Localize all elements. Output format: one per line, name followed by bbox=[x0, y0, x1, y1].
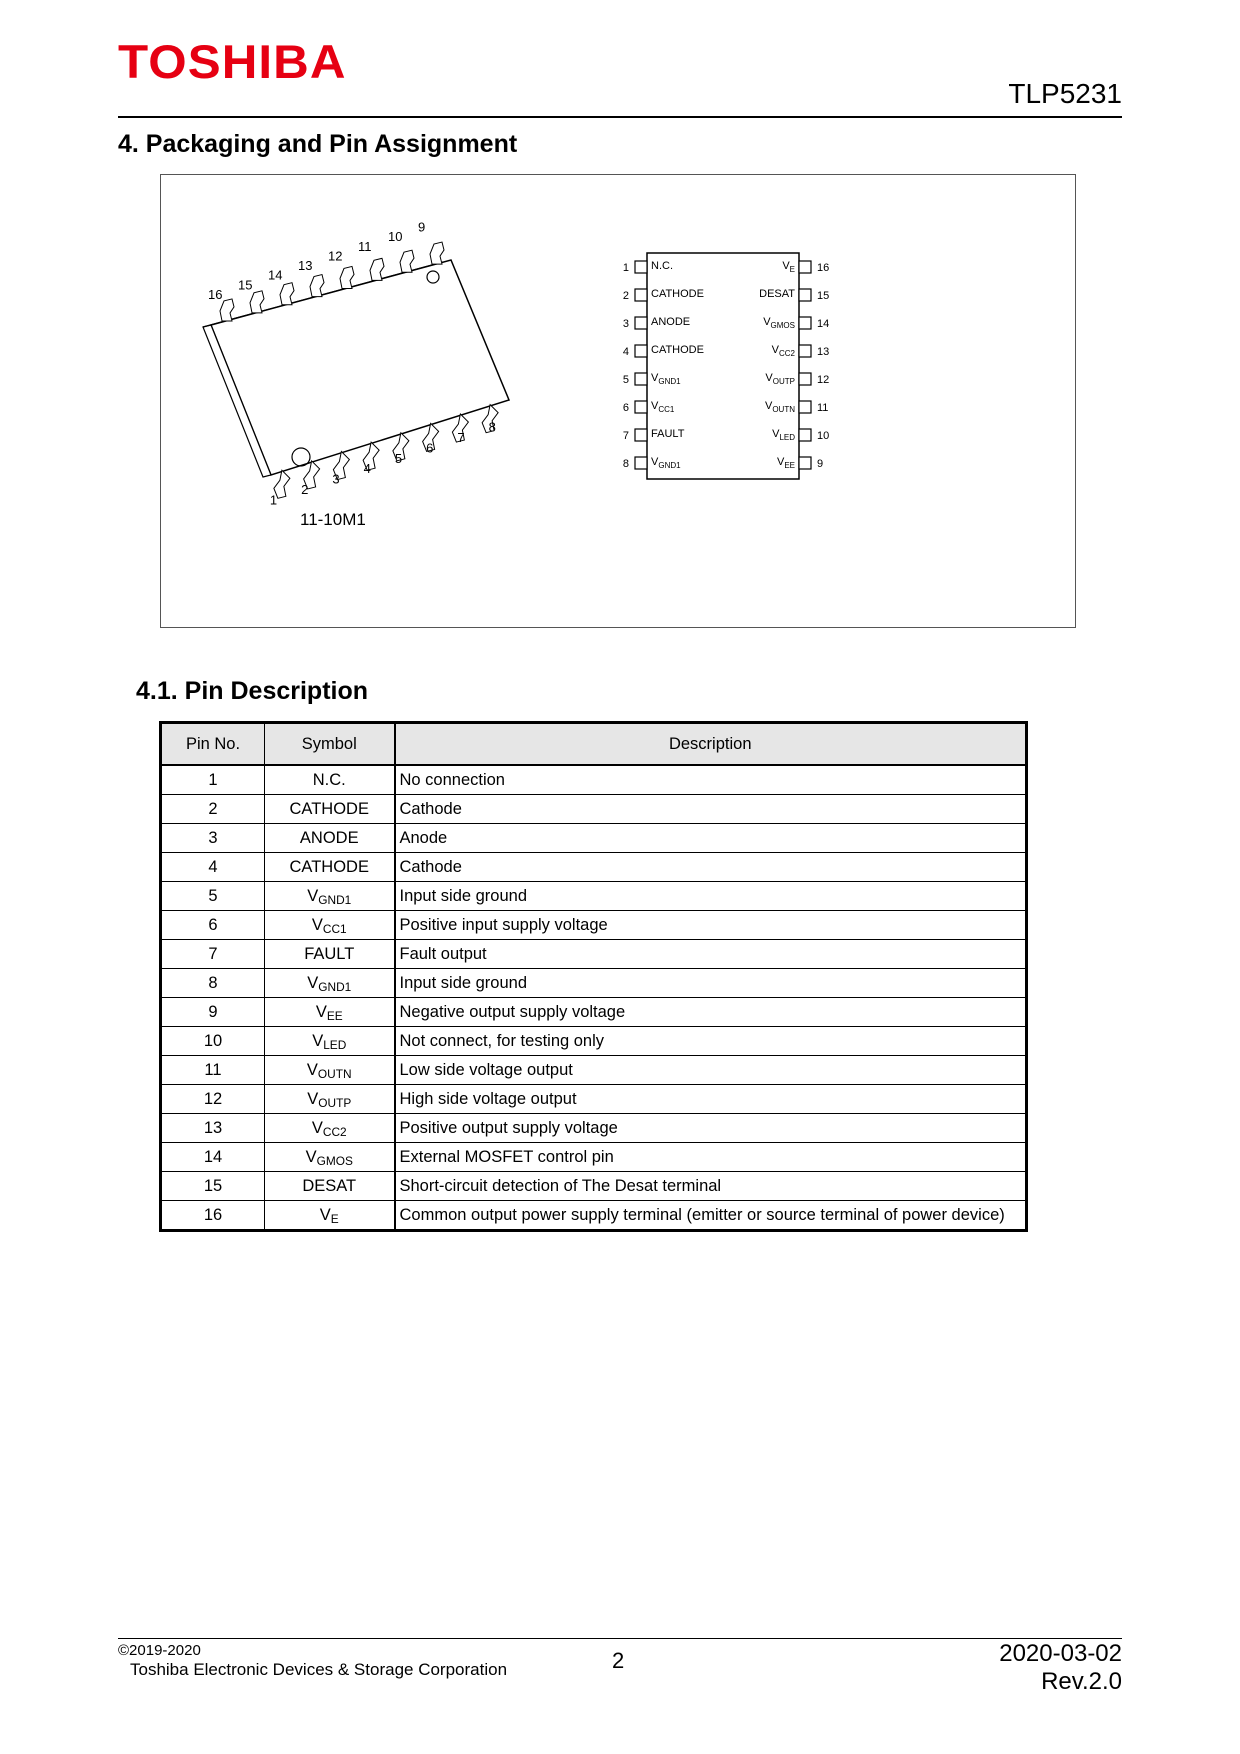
table-row bbox=[161, 1085, 1027, 1114]
package-pin-label: 8 bbox=[488, 419, 496, 435]
symbol-text: V bbox=[307, 887, 319, 905]
pin-pad bbox=[635, 373, 647, 385]
footer-rule bbox=[118, 1638, 1122, 1639]
pin-number-cell: 8 bbox=[161, 969, 265, 998]
package-pin-label: 15 bbox=[238, 277, 253, 293]
pin-symbol-text: V bbox=[651, 456, 659, 468]
pin-number-label: 1 bbox=[622, 262, 629, 274]
package-pin-label: 4 bbox=[363, 461, 371, 477]
pin-number-cell: 13 bbox=[161, 1114, 265, 1143]
description-cell: Anode bbox=[395, 824, 1027, 853]
pin-symbol-subscript: OUTN bbox=[772, 405, 795, 414]
revision-date: 2020-03-02 bbox=[999, 1640, 1122, 1667]
description-cell: Low side voltage output bbox=[395, 1056, 1027, 1085]
pin-symbol-label bbox=[651, 344, 704, 356]
pin-number-label: 4 bbox=[622, 346, 629, 358]
description-cell: Fault output bbox=[395, 940, 1027, 969]
symbol-cell bbox=[265, 998, 395, 1027]
pin-number-cell: 4 bbox=[161, 853, 265, 882]
package-lead bbox=[400, 250, 414, 272]
symbol-text: V bbox=[319, 1206, 331, 1224]
table-row bbox=[161, 882, 1027, 911]
package-pin-label: 16 bbox=[208, 286, 223, 302]
subsection-title: 4.1. Pin Description bbox=[136, 677, 369, 705]
symbol-cell bbox=[265, 882, 395, 911]
pin-pad bbox=[799, 401, 811, 413]
pin-symbol-subscript: GND1 bbox=[658, 377, 681, 386]
pin-symbol-text: V bbox=[651, 400, 659, 412]
symbol-cell bbox=[265, 853, 395, 882]
description-cell: Cathode bbox=[395, 795, 1027, 824]
pin-symbol-text: V bbox=[772, 428, 780, 440]
pin-number-label: 12 bbox=[817, 374, 830, 386]
pin-symbol-label bbox=[651, 316, 690, 328]
pin-number-label: 8 bbox=[622, 458, 629, 470]
symbol-text: V bbox=[307, 1090, 319, 1108]
toshiba-logo: TOSHIBA bbox=[118, 35, 347, 88]
pin-pad bbox=[635, 317, 647, 329]
description-cell: Short-circuit detection of The Desat terminal bbox=[395, 1172, 1027, 1201]
symbol-text: DESAT bbox=[302, 1177, 357, 1195]
package-code: 11-10M1 bbox=[300, 510, 366, 529]
table-row bbox=[161, 1201, 1027, 1231]
symbol-cell bbox=[265, 824, 395, 853]
table-row bbox=[161, 795, 1027, 824]
description-cell: Cathode bbox=[395, 853, 1027, 882]
symbol-cell bbox=[265, 1056, 395, 1085]
pin-symbol-subscript: LED bbox=[779, 433, 795, 442]
package-pin-label: 13 bbox=[298, 258, 313, 274]
pin-symbol-subscript: CC2 bbox=[778, 349, 795, 358]
pin-description-table bbox=[159, 721, 1028, 1232]
pin-pad bbox=[635, 289, 647, 301]
table-header-row bbox=[161, 723, 1027, 766]
table-row bbox=[161, 824, 1027, 853]
package-lead bbox=[220, 299, 234, 321]
pin-pad bbox=[799, 289, 811, 301]
symbol-cell bbox=[265, 940, 395, 969]
table-row bbox=[161, 969, 1027, 998]
company-name: Toshiba Electronic Devices & Storage Corporation bbox=[130, 1660, 508, 1679]
copyright: ©2019-2020 bbox=[118, 1642, 201, 1659]
pin-number-cell: 11 bbox=[161, 1056, 265, 1085]
description-cell: Input side ground bbox=[395, 969, 1027, 998]
pin-number-label: 15 bbox=[817, 290, 830, 302]
package-pin-label: 9 bbox=[418, 219, 426, 235]
pin-number-cell: 2 bbox=[161, 795, 265, 824]
pin-symbol-subscript: OUTP bbox=[772, 377, 795, 386]
symbol-subscript: CC2 bbox=[322, 1124, 347, 1139]
symbol-cell bbox=[265, 1114, 395, 1143]
pin-symbol-text: V bbox=[764, 400, 773, 412]
description-cell: Not connect, for testing only bbox=[395, 1027, 1027, 1056]
revision: Rev.2.0 bbox=[1041, 1668, 1122, 1695]
package-drawing bbox=[203, 220, 509, 508]
pin-number-cell: 5 bbox=[161, 882, 265, 911]
description-cell: Common output power supply terminal (emitter or source terminal of power device) bbox=[395, 1201, 1027, 1231]
pin-symbol-subscript: GND1 bbox=[658, 461, 681, 470]
pin-symbol-subscript: GMOS bbox=[770, 321, 795, 330]
pin-number-cell: 10 bbox=[161, 1027, 265, 1056]
pin-number-label: 5 bbox=[622, 374, 629, 386]
pinout-diagram bbox=[623, 253, 829, 479]
symbol-subscript: GMOS bbox=[316, 1153, 353, 1168]
pin-symbol-text: CATHODE bbox=[651, 288, 704, 300]
pin-symbol-label bbox=[651, 428, 685, 440]
pin-symbol-text: V bbox=[651, 372, 659, 384]
package-pin-label: 5 bbox=[394, 450, 403, 466]
table-row bbox=[161, 1172, 1027, 1201]
pin-number-label: 2 bbox=[622, 290, 629, 302]
package-pin-label: 7 bbox=[457, 430, 465, 446]
symbol-subscript: EE bbox=[326, 1008, 343, 1023]
package-lead bbox=[340, 266, 354, 288]
package-pin-label: 14 bbox=[268, 267, 283, 283]
pin-symbol-label bbox=[651, 260, 673, 272]
pin-pad bbox=[799, 345, 811, 357]
pin-symbol-label bbox=[651, 288, 704, 300]
description-cell: Positive input supply voltage bbox=[395, 911, 1027, 940]
pin-symbol-text: V bbox=[765, 372, 773, 384]
symbol-text: V bbox=[315, 1003, 327, 1021]
table-row bbox=[161, 1114, 1027, 1143]
symbol-text: V bbox=[306, 1061, 318, 1079]
symbol-text: V bbox=[307, 974, 319, 992]
pin-number-label: 14 bbox=[817, 318, 830, 330]
pin-number-cell: 16 bbox=[161, 1201, 265, 1231]
pin-symbol-subscript: E bbox=[789, 265, 795, 274]
package-lead bbox=[280, 283, 294, 305]
table-row bbox=[161, 1143, 1027, 1172]
table-row bbox=[161, 853, 1027, 882]
symbol-cell bbox=[265, 1201, 395, 1231]
pin-number-cell: 3 bbox=[161, 824, 265, 853]
table-row bbox=[161, 940, 1027, 969]
part-number: TLP5231 bbox=[1008, 78, 1122, 109]
pin-pad bbox=[799, 373, 811, 385]
package-pin-label: 3 bbox=[332, 471, 340, 487]
pin-pad bbox=[635, 401, 647, 413]
pin-number-label: 3 bbox=[622, 318, 629, 330]
pin-symbol-subscript: CC1 bbox=[658, 405, 675, 414]
pin-pad bbox=[799, 429, 811, 441]
pin-number-label: 13 bbox=[817, 346, 830, 358]
symbol-cell bbox=[265, 1172, 395, 1201]
symbol-subscript: GND1 bbox=[318, 892, 352, 907]
table-row bbox=[161, 1056, 1027, 1085]
pin-symbol-subscript: EE bbox=[784, 461, 795, 470]
pin-symbol-text: N.C. bbox=[651, 260, 673, 272]
symbol-text: V bbox=[311, 916, 323, 934]
pin-pad bbox=[635, 261, 647, 273]
symbol-subscript: E bbox=[330, 1211, 339, 1226]
symbol-text: CATHODE bbox=[289, 800, 369, 818]
symbol-cell bbox=[265, 969, 395, 998]
symbol-text: CATHODE bbox=[289, 858, 369, 876]
symbol-subscript: LED bbox=[323, 1037, 347, 1052]
package-pin-label: 11 bbox=[358, 238, 372, 254]
pin-symbol-text: DESAT bbox=[759, 288, 795, 300]
symbol-subscript: OUTP bbox=[318, 1095, 352, 1110]
package-lead bbox=[370, 258, 384, 280]
package-lead bbox=[430, 242, 444, 264]
symbol-cell bbox=[265, 911, 395, 940]
page-number: 2 bbox=[612, 1648, 625, 1673]
table-row bbox=[161, 765, 1027, 795]
pin-pad bbox=[635, 457, 647, 469]
symbol-cell bbox=[265, 1085, 395, 1114]
pin-pad bbox=[799, 317, 811, 329]
symbol-cell bbox=[265, 795, 395, 824]
section-title: 4. Packaging and Pin Assignment bbox=[118, 130, 518, 158]
pin-number-label: 9 bbox=[817, 458, 824, 470]
symbol-text: FAULT bbox=[304, 945, 355, 963]
symbol-cell bbox=[265, 1143, 395, 1172]
pin-symbol-text: V bbox=[763, 316, 771, 328]
col-symbol: Symbol bbox=[265, 723, 395, 766]
pin-number-label: 10 bbox=[817, 430, 830, 442]
pin-number-cell: 7 bbox=[161, 940, 265, 969]
pin-number-cell: 12 bbox=[161, 1085, 265, 1114]
header-rule bbox=[118, 116, 1122, 118]
symbol-text: ANODE bbox=[299, 829, 359, 847]
description-cell: High side voltage output bbox=[395, 1085, 1027, 1114]
symbol-subscript: OUTN bbox=[317, 1066, 352, 1081]
pin-number-cell: 15 bbox=[161, 1172, 265, 1201]
symbol-subscript: GND1 bbox=[318, 979, 352, 994]
pin-pad bbox=[799, 261, 811, 273]
pin-pad bbox=[799, 457, 811, 469]
table-row bbox=[161, 1027, 1027, 1056]
symbol-text: V bbox=[305, 1148, 317, 1166]
pin-symbol-text: V bbox=[776, 456, 785, 468]
symbol-text: N.C. bbox=[312, 771, 346, 789]
package-pin-label: 12 bbox=[328, 248, 343, 264]
package-figure-svg bbox=[161, 175, 1075, 627]
description-cell: Negative output supply voltage bbox=[395, 998, 1027, 1027]
package-pin-label: 6 bbox=[426, 440, 434, 456]
pin-symbol-text: CATHODE bbox=[651, 344, 704, 356]
description-cell: No connection bbox=[395, 765, 1027, 795]
table-row bbox=[161, 998, 1027, 1027]
symbol-cell bbox=[265, 765, 395, 795]
package-pin-label: 2 bbox=[301, 481, 309, 497]
symbol-text: V bbox=[311, 1119, 323, 1137]
description-cell: Positive output supply voltage bbox=[395, 1114, 1027, 1143]
col-pin-no: Pin No. bbox=[161, 723, 265, 766]
symbol-cell bbox=[265, 1027, 395, 1056]
package-lead bbox=[250, 291, 264, 313]
symbol-text: V bbox=[312, 1032, 324, 1050]
pin-pad bbox=[635, 345, 647, 357]
pin-number-cell: 6 bbox=[161, 911, 265, 940]
package-pin-label: 1 bbox=[269, 492, 278, 508]
package-lead bbox=[310, 275, 324, 297]
pin-symbol-text: ANODE bbox=[651, 316, 691, 328]
pin-symbol-text: V bbox=[782, 260, 790, 272]
pin-number-cell: 1 bbox=[161, 765, 265, 795]
pin-symbol-label bbox=[759, 288, 795, 300]
pin-number-label: 7 bbox=[622, 430, 629, 442]
pin-number-label: 16 bbox=[817, 262, 830, 274]
table-row bbox=[161, 911, 1027, 940]
pin-pad bbox=[635, 429, 647, 441]
package-pin-label: 10 bbox=[388, 229, 403, 245]
description-cell: External MOSFET control pin bbox=[395, 1143, 1027, 1172]
description-cell: Input side ground bbox=[395, 882, 1027, 911]
pin-number-cell: 14 bbox=[161, 1143, 265, 1172]
symbol-subscript: CC1 bbox=[322, 921, 347, 936]
pin-number-cell: 9 bbox=[161, 998, 265, 1027]
pin-symbol-text: FAULT bbox=[651, 428, 685, 440]
pin-symbol-text: V bbox=[771, 344, 779, 356]
col-description: Description bbox=[395, 723, 1027, 766]
package-figure bbox=[160, 174, 1076, 628]
pin-number-label: 6 bbox=[622, 402, 629, 414]
pin-number-label: 11 bbox=[817, 402, 829, 414]
